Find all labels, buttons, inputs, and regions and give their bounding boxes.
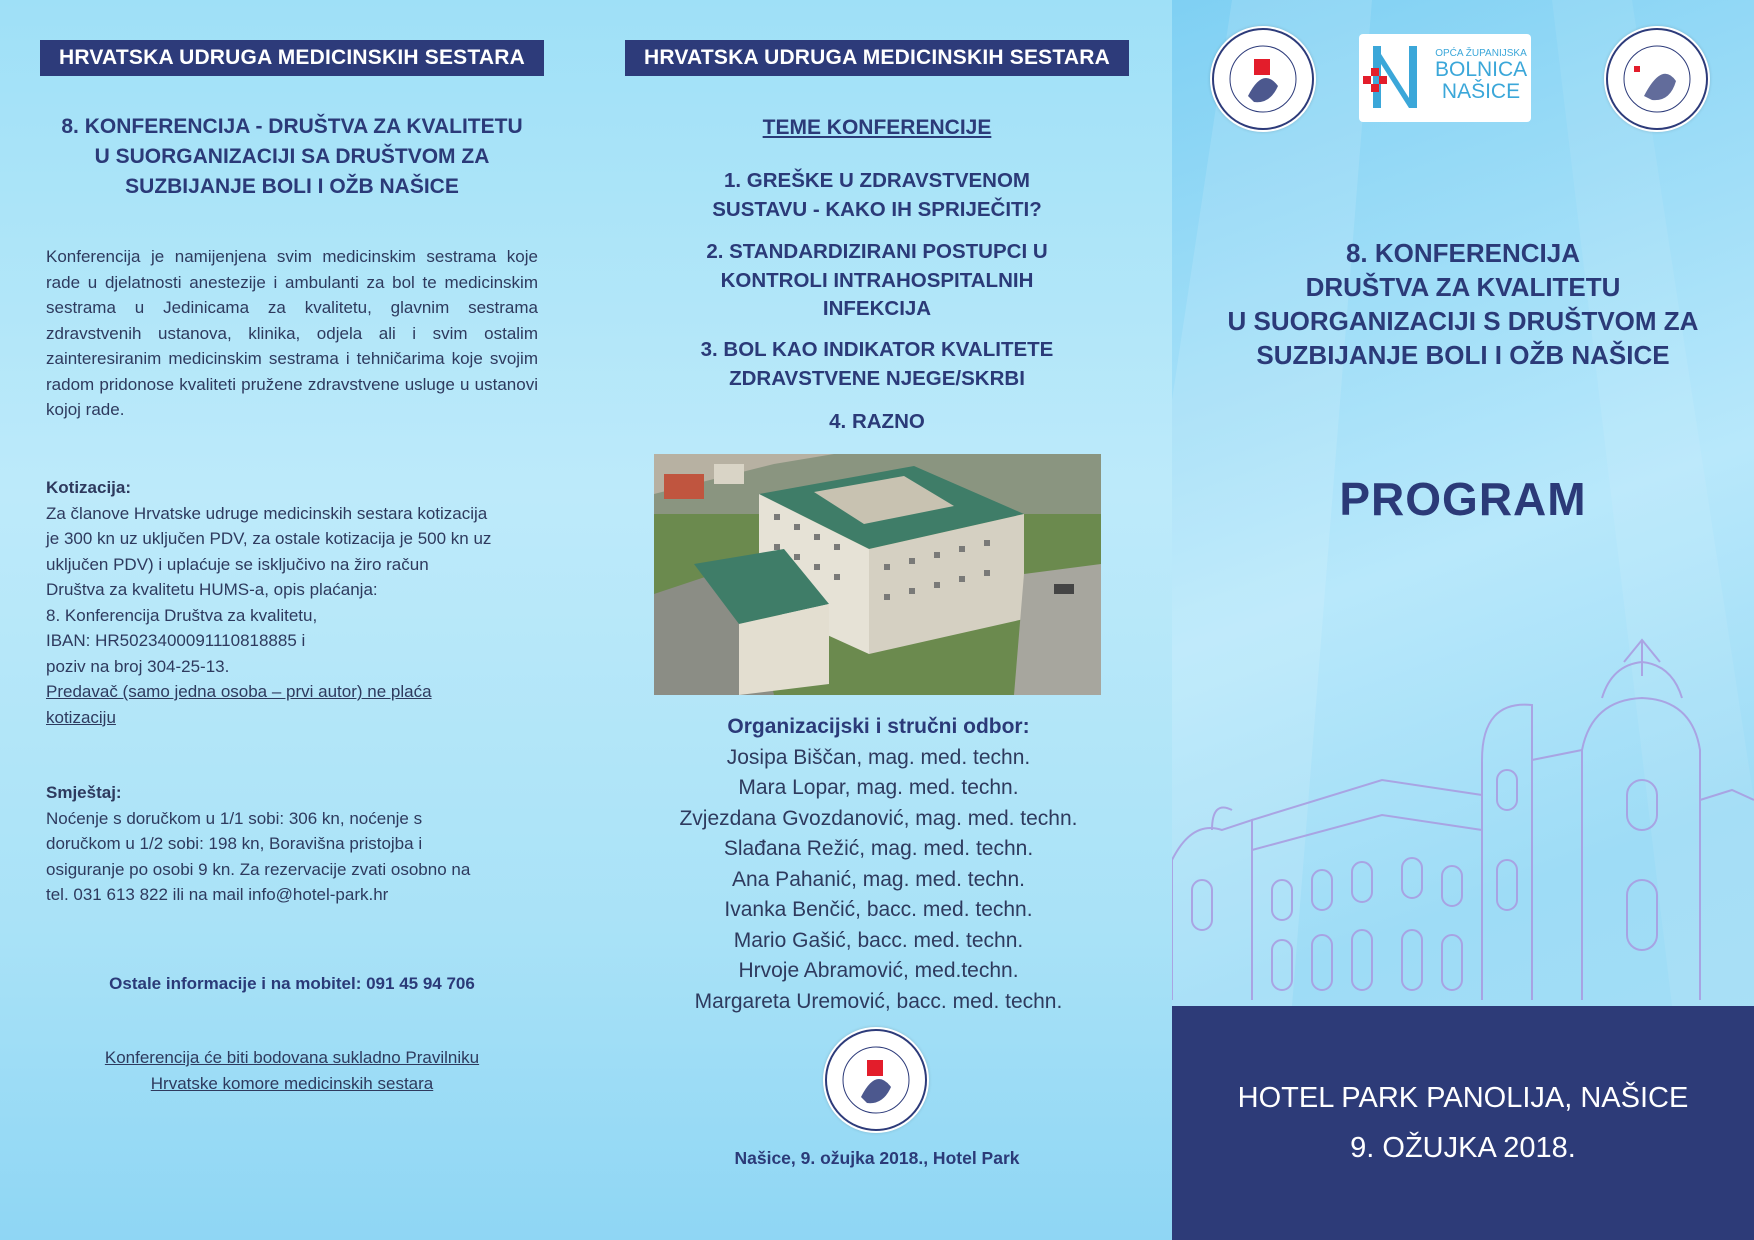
accommodation-line: osiguranje po osobi 9 kn. Za rezervacije zvati osobno na: [46, 859, 471, 879]
hospital-photo-illustration: [654, 454, 1101, 695]
hospital-aerial-photo: [654, 454, 1101, 695]
cover-title-line: U SUORGANIZACIJI S DRUŠTVOM ZA: [1227, 306, 1699, 336]
committee-member: Margareta Uremović, bacc. med. techn.: [694, 989, 1063, 1013]
intro-paragraph: Konferencija je namijenjena svim medicinskim sestrama koje rade u djelatnosti anestezije i ambulanti za bol te medicinskim sestrama u Jedinicama za kvalitetu, glavnim sestrama zdravstvenih ustanova, klinika, odjela ali i svim ostalim zainteresiranim medicinskim sestrama i tehničarima koje svojim radom pridonose kvaliteti pružene zdravstvene usluge u ustanovi kojoj rade.: [46, 247, 538, 419]
accommodation-line: Noćenje s doručkom u 1/1 sobi: 306 kn, noćenje s: [46, 808, 423, 828]
pain-society-logo-icon: [1604, 26, 1710, 132]
topic-line: 1. GREŠKE U ZDRAVSTVENOM: [723, 169, 1031, 192]
committee-heading: Organizacijski i stručni odbor:: [727, 715, 1030, 738]
accommodation-line: doručkom u 1/2 sobi: 198 kn, Boravišna pristojba i: [46, 834, 423, 853]
pain-society-logo: [1604, 26, 1710, 132]
committee-member: Mario Gašić, bacc. med. techn.: [733, 928, 1024, 952]
committee-member: Mara Lopar, mag. med. techn.: [738, 776, 1019, 799]
cover-title-line: DRUŠTVA ZA KVALITETU: [1305, 272, 1621, 302]
fee-section: [46, 475, 538, 730]
fee-line: Za članove Hrvatske udruge medicinskih sestara kotizacija: [46, 503, 488, 523]
topic-line: SUSTAVU - KAKO IH SPRIJEČITI?: [712, 197, 1042, 221]
program-heading: PROGRAM: [1339, 473, 1587, 525]
credits-line: Hrvatske komore medicinskih sestara: [150, 1073, 434, 1093]
topic-item: [625, 336, 1129, 393]
hospital-name: [1435, 48, 1527, 103]
committee-member: Hrvoje Abramović, med.techn.: [738, 959, 1019, 982]
fee-heading: Kotizacija:: [46, 478, 132, 497]
title-line: SUZBIJANJE BOLI I OŽB NAŠICE: [125, 175, 459, 198]
accommodation-line: tel. 031 613 822 ili na mail info@hotel-park.hr: [46, 885, 389, 904]
topics-panel: [585, 0, 1172, 1240]
committee-member: Slađana Režić, mag. med. techn.: [723, 837, 1034, 860]
committee-member: Josipa Biščan, mag. med. techn.: [726, 745, 1031, 769]
association-banner: HRVATSKA UDRUGA MEDICINSKIH SESTARA: [40, 40, 544, 76]
event-date: 9. OŽUJKA 2018.: [1350, 1132, 1576, 1164]
title-line: U SUORGANIZACIJI SA DRUŠTVOM ZA: [94, 145, 490, 168]
title-line: 8. KONFERENCIJA - DRUŠTVA ZA KVALITETU: [61, 115, 523, 138]
cover-title-line: 8. KONFERENCIJA: [1345, 238, 1581, 268]
topic-line: INFEKCIJA: [822, 297, 932, 320]
committee-member: Zvjezdana Gvozdanović, mag. med. techn.: [679, 806, 1078, 830]
accommodation-heading: Smještaj:: [46, 783, 122, 802]
topic-line: 4. RAZNO: [829, 410, 925, 433]
topic-item: [625, 238, 1129, 324]
committee-member: Ivanka Benčić, bacc. med. techn.: [724, 898, 1033, 921]
accommodation-section: [46, 780, 538, 908]
association-logo-left: [1210, 26, 1316, 132]
committee-member: Ana Pahanić, mag. med. techn.: [731, 867, 1025, 891]
association-banner: HRVATSKA UDRUGA MEDICINSKIH SESTARA: [625, 40, 1129, 76]
topic-item: [625, 408, 1129, 437]
cover-title-line: SUZBIJANJE BOLI I OŽB NAŠICE: [1256, 340, 1670, 370]
cover-title: [1172, 236, 1754, 372]
topic-line: 2. STANDARDIZIRANI POSTUPCI U: [706, 240, 1048, 263]
topic-line: ZDRAVSTVENE NJEGE/SKRBI: [729, 366, 1025, 390]
hospital-word: BOLNICA: [1435, 58, 1528, 81]
mobile-info: Ostale informacije i na mobitel: 091 45 94 706: [109, 974, 475, 993]
speaker-note: kotizaciju: [46, 707, 116, 727]
topic-item: [625, 167, 1129, 224]
conference-title: [40, 112, 544, 202]
fee-line: 8. Konferencija Društva za kvalitetu,: [46, 605, 318, 625]
date-location: Našice, 9. ožujka 2018., Hotel Park: [734, 1148, 1020, 1168]
speaker-note: Predavač (samo jedna osoba – prvi autor) ne plaća: [46, 682, 432, 701]
iban-line: IBAN: HR5023400091110818885 i: [46, 631, 306, 650]
hospital-subtitle: OPĆA ŽUPANIJSKA: [1435, 48, 1527, 59]
credits-note: [46, 1045, 538, 1096]
association-logo-icon: [1210, 26, 1316, 132]
fee-line: Društva za kvalitetu HUMS-a, opis plaćanja:: [46, 580, 378, 599]
hospital-word: NAŠICE: [1441, 80, 1521, 103]
credits-line: Konferencija će biti bodovana sukladno Pravilniku: [104, 1048, 480, 1067]
hospital-logo: [1359, 34, 1531, 122]
topics-heading: TEME KONFERENCIJE: [762, 116, 992, 139]
committee-list: [605, 712, 1152, 1017]
association-logo: [823, 1027, 929, 1133]
info-panel: [0, 0, 585, 1240]
cover-panel: [1172, 0, 1754, 1240]
topic-line: KONTROLI INTRAHOSPITALNIH: [720, 268, 1034, 292]
association-logo-icon: [823, 1027, 929, 1133]
fee-line: uključen PDV) i uplaćuje se isključivo na žiro račun: [46, 554, 429, 574]
fee-line: poziv na broj 304-25-13.: [46, 656, 230, 676]
topic-line: 3. BOL KAO INDIKATOR KVALITETE: [700, 338, 1054, 361]
fee-line: je 300 kn uz uključen PDV, za ostale kotizacija je 500 kn uz: [46, 529, 492, 548]
venue-name: HOTEL PARK PANOLIJA, NAŠICE: [1237, 1082, 1689, 1114]
venue-footer: [1172, 1006, 1754, 1240]
